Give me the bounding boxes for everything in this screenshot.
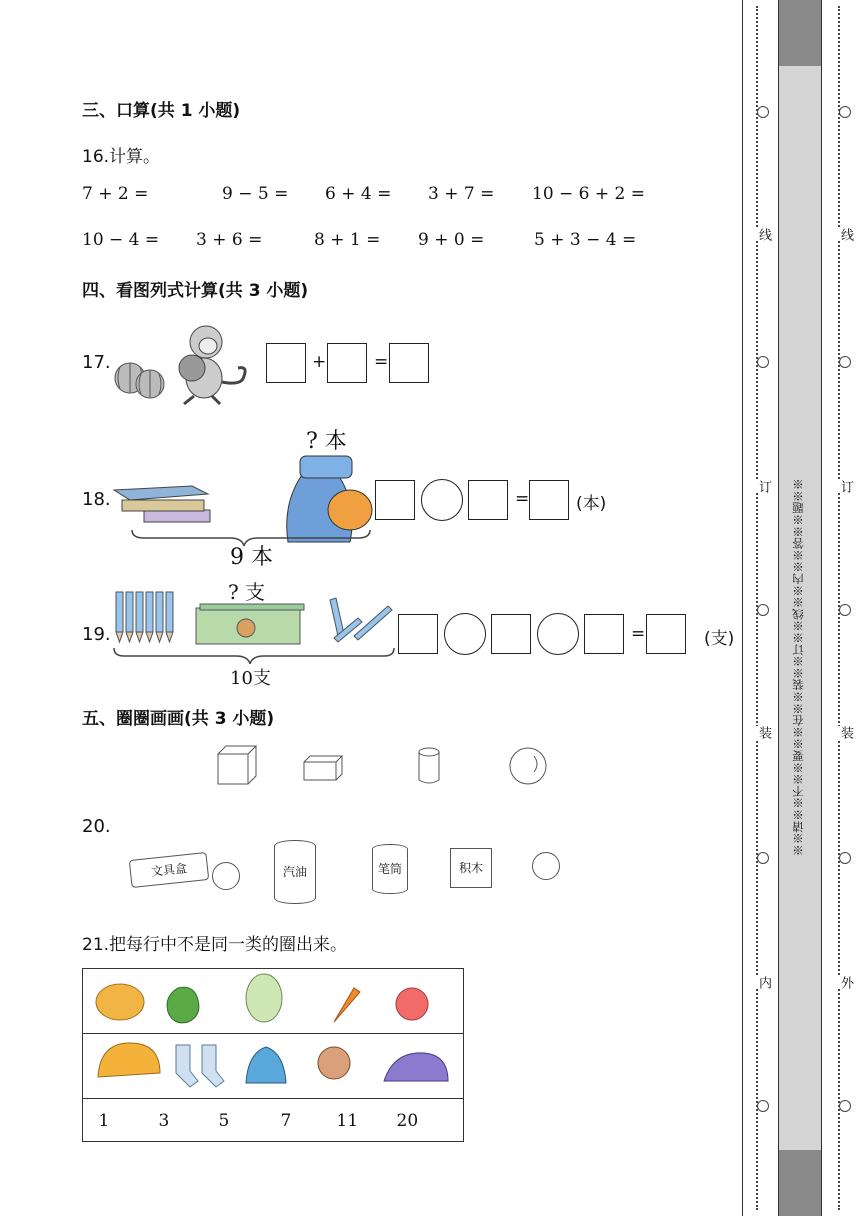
q18-total-label: 9 本	[230, 545, 273, 570]
binding-hole-icon	[757, 356, 769, 368]
answer-box[interactable]	[529, 480, 569, 520]
operator-circle[interactable]	[444, 613, 486, 655]
pencil-case-icon	[129, 852, 209, 888]
q19-total-label: 10支	[230, 668, 271, 689]
inner-binding-word: 装	[756, 726, 771, 739]
beanie-icon	[246, 1047, 286, 1083]
question-21-title: 21.把每行中不是同一类的圈出来。	[82, 935, 348, 955]
table-row	[83, 1099, 464, 1142]
bear-hat-icon	[318, 1047, 350, 1079]
loose-pencils-icon	[330, 598, 392, 642]
cube-icon	[218, 746, 256, 784]
q16-expr: 7 + 2 =	[82, 184, 149, 204]
pen-holder-label: 笔筒	[377, 862, 402, 876]
binding-hole-icon	[839, 356, 851, 368]
schoolbag-icon	[287, 456, 372, 542]
no-answer-notice: ※※请※※不※※要※※在※※装※※订※※线※※内※※答※※题※※	[791, 478, 805, 856]
answer-box[interactable]	[584, 614, 624, 654]
outer-binding-word: 线	[838, 228, 853, 241]
q16-expr: 10 − 6 + 2 =	[532, 184, 646, 204]
unit-label: (支)	[704, 629, 735, 649]
binding-margin	[742, 0, 860, 1216]
q21-table	[82, 968, 464, 1142]
q18-illustration	[112, 452, 374, 552]
outer-binding-word: 订	[838, 480, 853, 493]
answer-box[interactable]	[266, 343, 306, 383]
building-block-icon	[450, 848, 492, 888]
section-heading-4: 四、看图列式计算(共 3 小题)	[82, 281, 309, 301]
pencils-icon	[116, 592, 173, 642]
number-cell: 20	[396, 1111, 419, 1131]
q16-expr: 3 + 7 =	[428, 184, 495, 204]
q17-illustration	[108, 320, 264, 408]
volleyball-icon	[532, 852, 560, 880]
outer-binding-word: 装	[838, 726, 853, 739]
number-cell: 3	[158, 1111, 170, 1131]
answer-box[interactable]	[375, 480, 415, 520]
watermelon-icon	[136, 370, 164, 398]
pencil-box-icon	[196, 604, 304, 644]
oil-can-label: 汽油	[282, 865, 307, 879]
operator-circle[interactable]	[421, 479, 463, 521]
inner-binding-word: 内	[756, 976, 771, 989]
green-pepper-icon	[167, 987, 199, 1023]
binding-hole-icon	[757, 604, 769, 616]
carrot-icon	[334, 988, 360, 1022]
question-20-label: 20.	[82, 816, 111, 837]
plus-sign: +	[312, 352, 327, 372]
q18-question-label: ? 本	[306, 429, 347, 454]
q21-row-produce	[84, 970, 462, 1028]
building-block-label: 积木	[458, 861, 483, 875]
section-heading-3: 三、口算(共 1 小题)	[82, 101, 241, 121]
q16-expr: 5 + 3 − 4 =	[534, 230, 637, 250]
knit-hat-icon	[98, 1043, 160, 1077]
equals-sign: =	[515, 489, 530, 509]
band-cap-bottom	[778, 1150, 822, 1216]
inner-binding-word: 线	[756, 228, 771, 241]
binding-hole-icon	[839, 106, 851, 118]
band-cap-top	[778, 0, 822, 66]
question-17-label: 17.	[82, 352, 111, 373]
answer-box[interactable]	[389, 343, 429, 383]
table-row	[83, 1034, 464, 1099]
basketball-icon	[212, 862, 240, 890]
answer-box[interactable]	[398, 614, 438, 654]
binding-hole-icon	[839, 1100, 851, 1112]
answer-box[interactable]	[327, 343, 367, 383]
binding-hole-icon	[757, 106, 769, 118]
number-cell: 11	[336, 1111, 359, 1131]
monkey-icon	[179, 326, 245, 404]
q16-expr: 9 + 0 =	[418, 230, 485, 250]
binding-border-left	[742, 0, 743, 1216]
q16-expr: 8 + 1 =	[314, 230, 381, 250]
books-icon	[114, 486, 210, 522]
pumpkin-icon	[96, 984, 144, 1020]
number-cell: 1	[98, 1111, 110, 1131]
q16-expr: 9 − 5 =	[222, 184, 289, 204]
oil-can-icon	[274, 840, 316, 904]
equals-sign: =	[374, 352, 389, 372]
answer-box[interactable]	[646, 614, 686, 654]
q16-expr: 10 − 4 =	[82, 230, 160, 250]
cylinder-icon	[419, 748, 439, 783]
cuboid-icon	[304, 756, 342, 780]
pencil-case-label: 文具盒	[150, 861, 188, 879]
table-row	[83, 969, 464, 1034]
answer-box[interactable]	[468, 480, 508, 520]
binding-hole-icon	[757, 1100, 769, 1112]
unit-label: (本)	[576, 494, 607, 514]
q20-shapes-row	[214, 742, 554, 788]
cabbage-icon	[246, 974, 282, 1022]
brace-icon	[114, 648, 394, 664]
q19-illustration	[110, 588, 396, 664]
q16-expr: 6 + 4 =	[325, 184, 392, 204]
apple-icon	[396, 988, 428, 1020]
q19-question-label: ? 支	[228, 580, 266, 604]
question-19-label: 19.	[82, 624, 111, 645]
sphere-icon	[510, 748, 546, 784]
q21-row-hats	[84, 1035, 462, 1093]
outer-binding-word: 外	[838, 976, 853, 989]
binding-hole-icon	[839, 604, 851, 616]
q16-expr: 3 + 6 =	[196, 230, 263, 250]
number-cell: 5	[218, 1111, 230, 1131]
section-heading-5: 五、圈圈画画(共 3 小题)	[82, 709, 275, 729]
question-18-label: 18.	[82, 489, 111, 510]
binding-hole-icon	[839, 852, 851, 864]
operator-circle[interactable]	[537, 613, 579, 655]
sleep-cap-icon	[384, 1053, 448, 1081]
binding-hole-icon	[757, 852, 769, 864]
inner-binding-word: 订	[756, 480, 771, 493]
equals-sign: =	[631, 624, 646, 644]
answer-box[interactable]	[491, 614, 531, 654]
number-cell: 7	[280, 1111, 292, 1131]
question-16-title: 16.计算。	[82, 147, 161, 167]
pen-holder-icon	[372, 844, 408, 894]
q20-objects-row	[130, 838, 570, 908]
socks-icon	[176, 1045, 224, 1087]
